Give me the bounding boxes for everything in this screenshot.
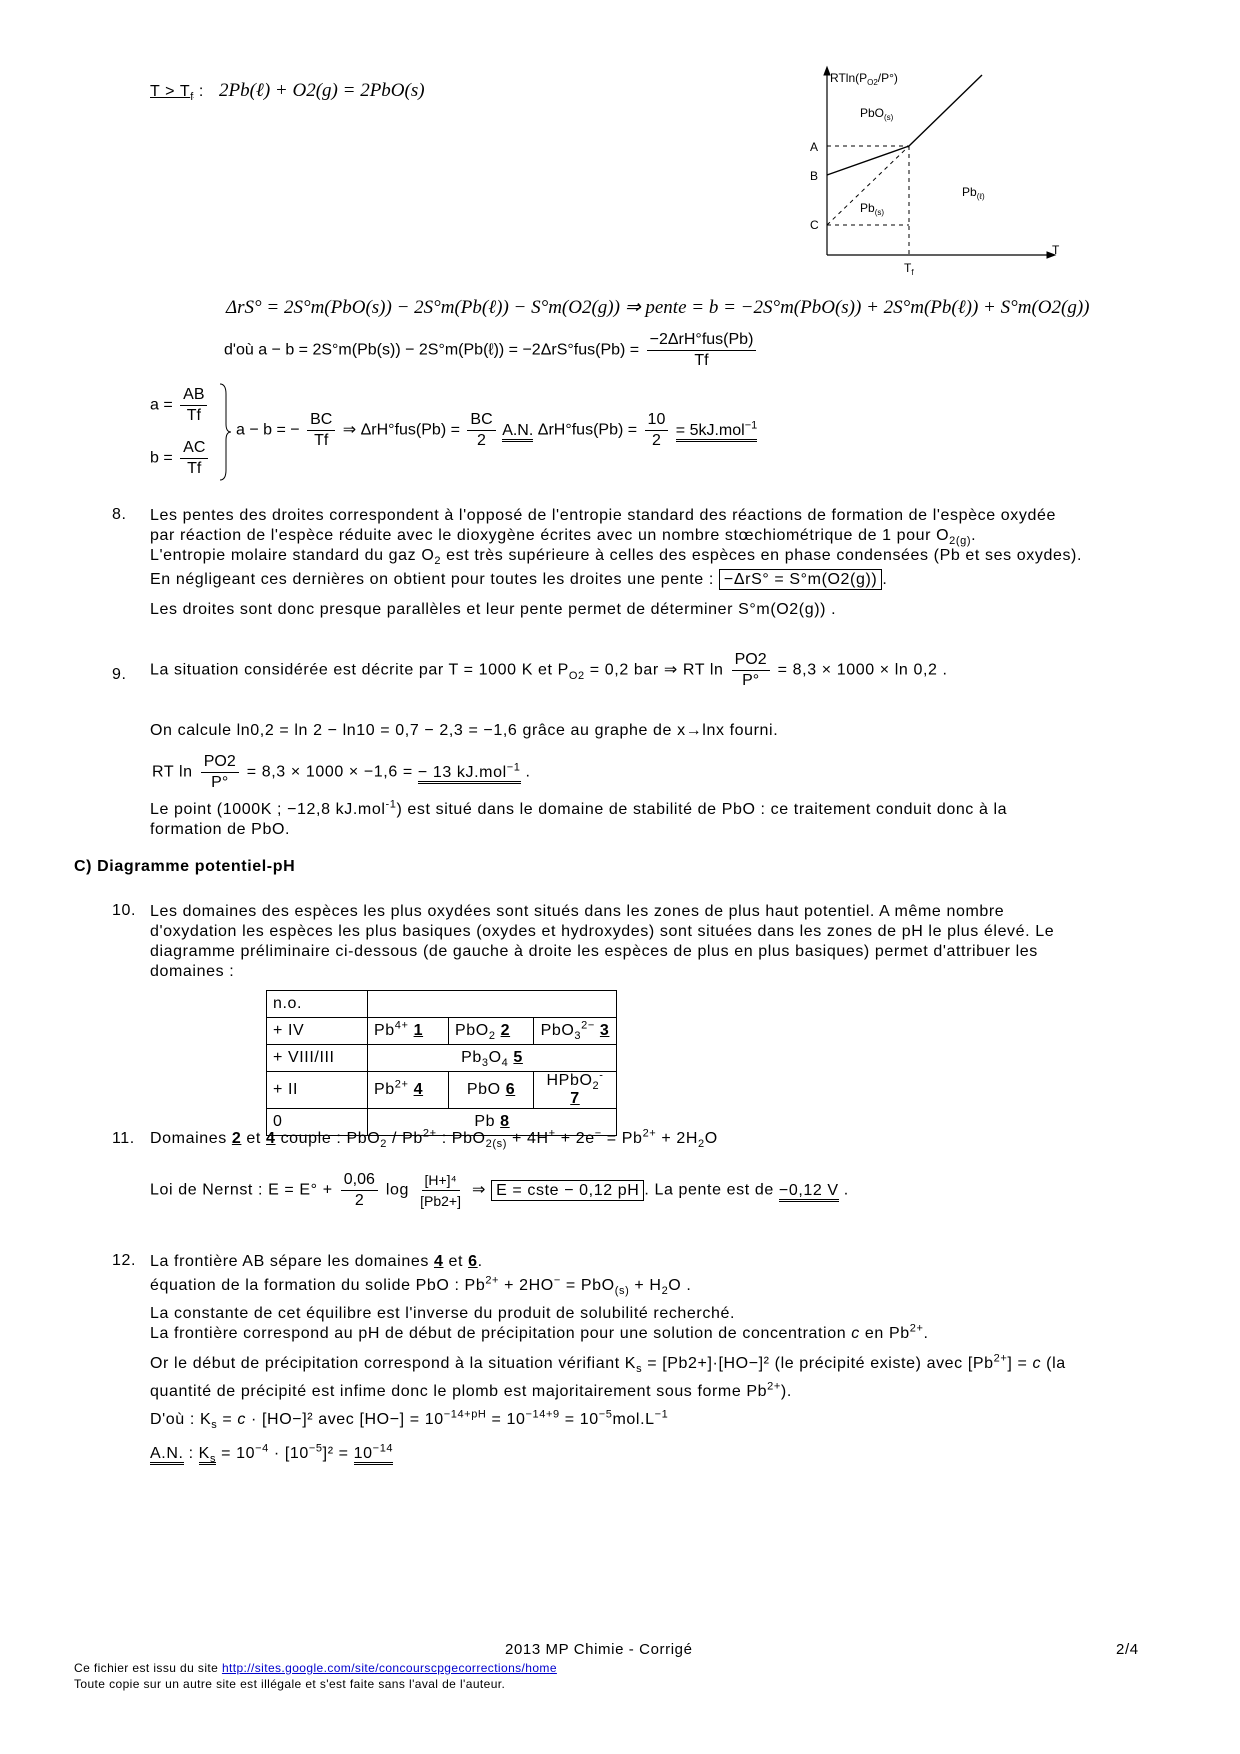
point-c: C <box>810 218 819 232</box>
table-header: n.o. <box>267 991 368 1018</box>
q12-number: 12. <box>112 1252 137 1269</box>
q11-nernst-box: E = cste − 0,12 pH <box>491 1180 644 1201</box>
footer-copyright: Toute copie sur un autre site est illégale et s'est faite sans l'aval de l'auteur. <box>74 1677 506 1691</box>
q9-line3: RT ln $\frac{PO2}{P^\circ}$ = 8,3 × 1000 × −1,6 = − 13 kJ.mol$^{-1}$ . <box>152 753 531 791</box>
system-brace <box>218 382 232 482</box>
table-row: + IV $Pb^{4+}$ 1 PbO$_2$ 2 PbO$_3^{2-}$ 3 <box>267 1018 617 1045</box>
dou-line <box>224 330 759 371</box>
condition: $T > T_f$ <box>150 83 194 104</box>
q8-slope-box: −ΔrS° = S°m(O2(g)) <box>719 569 882 590</box>
an-label: A.N. <box>502 422 533 442</box>
oxidation-table <box>266 990 617 1136</box>
q11-number: 11. <box>112 1130 135 1147</box>
q8-text: Les pentes des droites correspondent à l'opposé de l'entropie standard des réactions de formation de l'espèce oxydée par réaction de l'espèce réduite avec le dioxygène écrites avec un nombre stœchiométrique de 1 pour $O_{2(g)}$. L'entropie molaire standard du gaz $O_2$ est très supérieure à celles des espèces en phase condensées (Pb et ses oxydes). En négligeant ces dernières on obtient pour toutes les droites une pente : −ΔrS° = S°m(O2(g)) . Les droites sont donc presque parallèles et leur pente permet de déterminer S°m(O2(g)) . <box>150 507 1083 618</box>
pb-solid-label: $Pb_{(s)}$ <box>860 201 885 217</box>
condition-line: $T > T_f$ : 2Pb(ℓ) + O2(g) = 2PbO(s) <box>150 80 425 104</box>
point-b: B <box>810 169 819 183</box>
system-b: b = $\frac{AC}{Tf}$ <box>150 438 211 479</box>
source-link[interactable]: http://sites.google.com/site/concourscpgecorrections/home <box>221 1661 557 1675</box>
pb-liquid-label: $Pb_{(\ell)}$ <box>962 185 985 201</box>
dou-prefix: d'où a − b = 2S°m(Pb(s)) − 2S°m(Pb(ℓ)) = −2ΔrS°fus(Pb) = <box>224 341 640 359</box>
diagram-ylabel: $RTln(P_{O2}/P^\circ)$ <box>830 71 898 87</box>
q12-text: La frontière AB sépare les domaines 4 et 6. équation de la formation du solide PbO : $Pb^{2+} + 2HO^- = PbO_{(s)} + H_2O$ . La constante de cet équilibre est l'inverse du produit de solubilité recherché. La frontière correspond au pH de début de précipitation pour une solution de concentration c en $Pb^{2+}$. Or le début de précipitation correspond à la situation vérifiant $K_s = [Pb2+]\cdot[HO-]^2$ (le précipité existe) avec $[Pb^{2+}] = c$ (la quantité de précipité est infime donc le plomb est majoritairement sous forme $Pb^{2+}$). D'où : $K_s = c \cdot [HO-]^2$ avec $[HO-] = 10^{-14+pH} = 10^{-14+9} = 10^{-5}mol.L^{-1}$ A.N. : $K_s = 10^{-4} \cdot [10^{-5}]^2 = 10^{-14}$ <box>150 1253 1066 1466</box>
tf-label: $T_f$ <box>904 261 914 277</box>
table-row: + II $Pb^{2+}$ 4 PbO 6 HPbO$_2$- 7 <box>267 1072 617 1109</box>
q11-line1: Domaines 2 et 4 couple : $PbO_2 / Pb^{2+}$ : $PbO_{2(s)} + 4H^+ + 2e^- = Pb^{2+} + 2H_2O$ <box>150 1127 718 1151</box>
point-a: A <box>810 140 819 154</box>
q10-text: Les domaines des espèces les plus oxydées sont situés dans les zones de plus haut potentiel. A même nombre d'oxydation les espèces les plus basiques (oxydes et hydroxydes) sont situées dans les zones de pH le plus élevé. Le diagramme préliminaire ci-dessous (de gauche à droite les espèces de plus en plus basiques) permet d'attribuer les domaines : <box>150 903 1055 980</box>
q9-conclusion: Le point (1000K ; −12,8 kJ.mol$^{-1}$) est situé dans le domaine de stabilité de PbO : ce traitement conduit donc à la formation de PbO. <box>150 798 1008 838</box>
entropy-equation: ΔrS° = 2S°m(PbO(s)) − 2S°m(Pb(ℓ)) − S°m(O2(g)) ⇒ pente = b = −2S°m(PbO(s)) + 2S°m(Pb(ℓ)) + S°m(O2(g)) <box>226 297 1090 318</box>
pb-liquid-line <box>909 75 982 146</box>
q9-result: − 13 kJ.mol$^{-1}$ <box>418 764 521 784</box>
q9-number: 9. <box>112 666 127 683</box>
q9-line2: On calcule ln0,2 = ln 2 − ln10 = 0,7 − 2,3 = −1,6 grâce au graphe de x→lnx fourni. <box>150 722 779 739</box>
table-row: 0 Pb 8 <box>267 1109 617 1136</box>
page-number: 2/4 <box>1116 1641 1139 1658</box>
q12-result: $10^{-14}$ <box>354 1445 393 1465</box>
x-axis-label: T <box>1052 243 1060 257</box>
q11-nernst: Loi de Nernst : E = E° + $\frac{0,06}{2}$ log $\frac{\text{[H+]⁴}}{[Pb2+]}$ ⇒ E = cste − 0,12 pH . La pente est de −0,12 V . <box>150 1171 849 1209</box>
q9-line1: La situation considérée est décrite par T = 1000 K et $P_{O2} = 0,2$ bar ⇒ RT ln $\frac{PO2}{P^\circ}$ = 8,3 × 1000 × ln 0,2 . <box>150 651 948 689</box>
reaction-equation: 2Pb(ℓ) + O2(g) = 2PbO(s) <box>219 80 425 101</box>
q10-number: 10. <box>112 902 137 919</box>
pbo-label: PbO$_{(s)}$ <box>860 106 894 122</box>
section-c-title: C) Diagramme potentiel-pH <box>74 858 296 875</box>
dou-fraction: $\frac{\text{−2ΔrH°fus(Pb)}}{Tf}$ <box>647 330 757 371</box>
enthalpy-line: a − b = − $\frac{BC}{Tf}$ ⇒ ΔrH°fus(Pb) = $\frac{BC}{2}$ A.N. ΔrH°fus(Pb) = $\frac{10}{2}$ = 5kJ.mol$^{-1}$ <box>236 411 758 449</box>
pb-solid-line <box>827 146 909 175</box>
enthalpy-result: = 5kJ.mol$^{-1}$ <box>676 422 757 442</box>
footer-title: 2013 MP Chimie - Corrigé <box>505 1641 693 1658</box>
q11-slope: −0,12 V <box>779 1182 839 1202</box>
table-row: + VIII/III $Pb_3O_4$ 5 <box>267 1045 617 1072</box>
ellingham-diagram <box>800 65 1080 285</box>
footer-source: Ce fichier est issu du site http://sites.google.com/site/concourscpgecorrections/home <box>74 1661 557 1675</box>
q8-number: 8. <box>112 506 127 523</box>
system-a: a = $\frac{AB}{Tf}$ <box>150 385 210 426</box>
